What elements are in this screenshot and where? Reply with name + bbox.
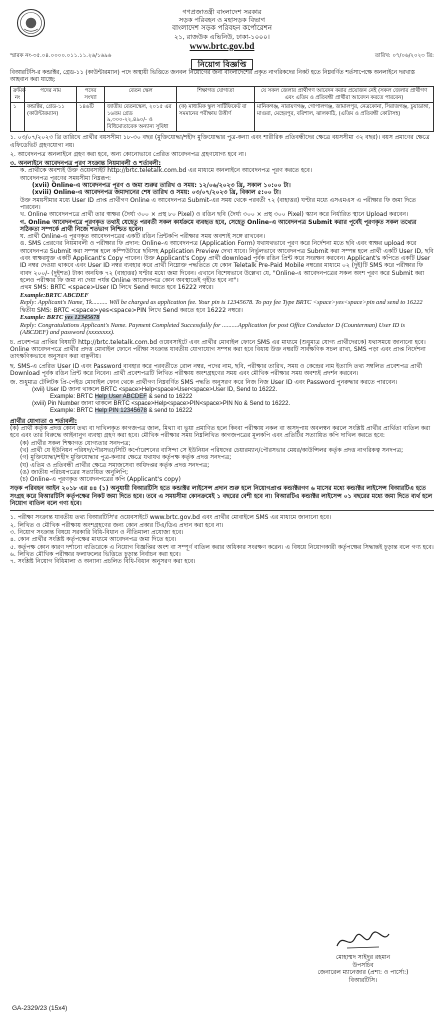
th-education: শিক্ষাগত যোগ্যতা bbox=[177, 87, 255, 103]
intro-text: বিআরটিসি-র কন্ডাক্টর, গ্রেড-১১ (কাউন্টারম্যান) পদে অস্থায়ী ভিত্তিতে জনবল নিয়োগের জন্য বাংলাদেশের প্রকৃত নাগরিকদের নিকট হতে নিম্নবর্ণিত শর্তসাপেক্ষে অনলাইনে দরখাস্ত আহবান করা যাচ্ছে: bbox=[10, 70, 415, 84]
help-pin-example-prefix: Example: BRTC bbox=[50, 408, 95, 415]
signatory-org: বিআরটিসি। bbox=[348, 976, 378, 984]
eligibility-text: (ক) প্রার্থী কর্তৃক প্রদত্ত কোন তথ্য বা দাখিলকৃত কাগজপত্র জাল, মিথ্যা বা ভুয়া প্রমাণিত হলে কিংবা পরীক্ষায় নকল বা অসদুপায় অবলম্বন করলে সংশ্লিষ্ট প্রার্থীর প্রার্থিতা বাতিল করা হবে এবং তার বিরুদ্ধে আইনানুগ ব্যবস্থা গ্রহণ করা হবে। মৌখিক পরীক্ষার সময় নিম্নলিখিত কাগজপত্রের মূলকপি এবং প্রতিটির সত্যায়িত কপি দাখিল করতে হবে: bbox=[10, 425, 431, 440]
timeline-heading: আবেদনপত্র পূরণের সময়সীমা নিম্নরূপ: bbox=[20, 174, 112, 182]
td-scale: জাতীয় বেতনস্কেল, ২০১৫ এর ১৬তম গ্রেড ৯,৩০০-২২,৪৯০/- ও বিধিমোতাবেক অন্যান্য সুবিধা bbox=[105, 103, 177, 132]
help-user-example-highlight: Help User ABCDEF bbox=[94, 393, 147, 400]
td-education: (ক) মাধ্যমিক স্কুল সার্টিফিকেট বা সমমানের পরীক্ষায় উত্তীর্ণ bbox=[177, 103, 255, 132]
table-row bbox=[11, 103, 434, 132]
th-post: পদের নাম bbox=[25, 87, 77, 103]
th-districts: যে সকল জেলার প্রার্থীগণ আবেদন করার প্রয়োজন নেই (সকল জেলার প্রার্থীগণ এবং এতিম ও প্রতিবন্ধী প্রার্থীরা আবেদন করতে পারবেন) bbox=[255, 87, 434, 103]
footnote-7: ৭. সংশ্লিষ্ট নিয়োগ বিধিমালা ও অন্যান্য প্রচলিত বিধি-বিধান অনুসরণ করা হবে। bbox=[10, 558, 196, 566]
website-link[interactable]: www.brtc.gov.bd bbox=[189, 41, 255, 51]
address: ২১, রাজউক এভিনিউ, ঢাকা-১০০০। bbox=[174, 33, 270, 41]
help-user-example-prefix: Example: BRTC bbox=[50, 393, 95, 400]
age-limit-text: ০৩/০৭/২০২৩ খ্রি তারিখে প্রার্থীর বয়সসীমা ১৮-৩০ বছর (মুক্তিযোদ্ধা/শহীদ মুক্তিযোদ্ধার পুত্র-কন্যা এবং শারীরিক প্রতিবন্ধীদের ক্ষেত্রে বয়সসীমা ৩২ বছর)। বয়স প্রমাণের ক্ষেত্রে এফিডেভিট গ্রহণযোগ্য নয়। bbox=[10, 134, 430, 149]
doc-item-3: (গ) মুক্তিযোদ্ধা/শহীদ মুক্তিযোদ্ধার পুত্র-কন্যার ক্ষেত্রে যথাযথ কর্তৃপক্ষ কর্তৃক প্রদত্ত সনদপত্র; bbox=[20, 454, 232, 462]
example-2-prefix: Example: BRTC bbox=[20, 314, 65, 322]
vacancy-table bbox=[10, 86, 434, 132]
online-only-text: আবেদনপত্র অনলাইনে গ্রহণ করা হবে, অন্য কোনোভাবে প্রেরিত আবেদনপত্র গ্রহণযোগ্য হবে না। bbox=[17, 150, 246, 158]
footnote-1: ১. পরীক্ষা সংক্রান্ত যাবতীয় তথ্য বিআরটিসি'র ওয়েবসাইটে www.brtc.gov.bd এবং প্রার্থীর মোবাইলে SMS এর মাধ্যমে জানানো হবে। bbox=[10, 514, 332, 522]
footnote-4: ৪. কোন প্রার্থীর সংশ্লিষ্ট কর্তৃপক্ষের মাধ্যমে আবেদনপত্র জমা দিতে হবে। bbox=[10, 536, 177, 544]
recovery-rule: জ. শুধুমাত্র টেলিটক প্রি-পেইড মোবাইল ফোন থেকে প্রার্থীগণ নিম্নবর্ণিত SMS পদ্ধতি অনুসরণ করে নিজ নিজ User ID এবং Password পুনরুদ্ধার করতে পারবেন। bbox=[10, 379, 398, 387]
signature-block bbox=[298, 930, 428, 984]
doc-item-6: (চ) Online-এ পূরণকৃত আবেদনপত্রের কপি (Applicant's copy) bbox=[20, 476, 181, 484]
upload-rule: খ. Online আবেদনপত্রে প্রার্থী তার স্বাক্ষর (দৈর্ঘ্য ৩০০ × প্রস্থ ৮০ Pixel) ও রঙিন ছবি (দৈর্ঘ্য ৩০০ × প্রস্থ ৩০০ Pixel) স্ক্যান করে নির্ধারিত স্থানে Upload করবেন। bbox=[20, 211, 409, 219]
th-scale: বেতন স্কেল bbox=[105, 87, 177, 103]
website-rule: ক. প্রার্থীকে অবশ্যই উক্ত ওয়েবসাইট http://brtc.teletalk.com.bd এর মাধ্যমে অনলাইনে আবেদনপত্র পূরণ করতে হবে। bbox=[20, 167, 313, 175]
td-count: ১৪৬টি bbox=[77, 103, 105, 132]
section-1: ১. ০৩/০৭/২০২৩ খ্রি তারিখে প্রার্থীর বয়সসীমা ১৮-৩০ বছর (মুক্তিযোদ্ধা/শহীদ মুক্তিযোদ্ধার পুত্র-কন্যা এবং শারীরিক প্রতিবন্ধীদের ক্ষেত্রে বয়সসীমা ৩২ বছর)। বয়স প্রমাণের ক্ষেত্রে এফিডেভিট গ্রহণযোগ্য নয়। bbox=[10, 134, 430, 149]
signatory-name: মোহাম্মদ সাইদুর রহমান bbox=[335, 954, 391, 961]
help-pin-example bbox=[10, 408, 434, 415]
end-date: (xviii) Online-এ আবেদনপত্র জমাদানের শেষ তারিখ ও সময়: ০৩/০৭/২০২৩ খ্রি, বিকাল ৫:০০ টা। bbox=[32, 189, 281, 197]
government-name: গণপ্রজাতন্ত্রী বাংলাদেশ সরকার bbox=[182, 8, 262, 16]
division-name: সড়ক পরিবহন ও মহাসড়ক বিভাগ bbox=[178, 16, 266, 24]
reply-2: Reply: Congratulations Applicant's Name. Payment Completed Successfully for ..........Application for post Office Conductor D (Counterman) User ID is (ABCDEF) and password (xxxxxxxx). bbox=[20, 321, 405, 337]
rules-heading: অনলাইনে আবেদনপত্র পূরণ সংক্রান্ত নিয়মাবলী ও শর্তাবলী: bbox=[18, 160, 161, 168]
footnote-6: ৬. লিখিত মৌখিক পরীক্ষার ফলাফলের ভিত্তিতে চূড়ান্ত নির্বাচন করা হবে। bbox=[10, 550, 181, 558]
government-seal-icon bbox=[16, 8, 46, 38]
license-rule: সড়ক পরিবহন আইন ২০১৮ এর ৪৪ (১) অনুযায়ী বিআরটিসি হতে কন্ডাক্টর লাইসেন্স প্রদান শুরু হলে নিয়োগপ্রাপ্ত কন্ডাক্টরগণ ৬ মাসের মধ্যে কন্ডাক্টর লাইসেন্স বিআরটিএ হতে সংগ্রহ করে বিআরটিসি কর্তৃপক্ষের নিকট জমা দিতে হবে। তবে এ সময়সীমা কোনক্রমেই ১ বছরের বেশী হবে না। বিআরটিএ কন্ডাক্টর লাইসেন্স ০১ বছরের মধ্যে জমা দিতে ব্যর্থ হলে নিয়োগ বাতিল বলে গণ্য হবে। bbox=[10, 485, 433, 508]
eligibility-heading: প্রার্থীর যোগ্যতা ও শর্তাবলী: bbox=[10, 417, 78, 425]
footnote-5: ৫. কর্তৃপক্ষ কোন কারণ দর্শানো ব্যতিরেকে এ নিয়োগ বিজ্ঞপ্তির অংশ বা সম্পূর্ণ বাতিল করার অধিকার সংরক্ষণ করেন। এ বিষয়ে নিয়োগকারী কর্তৃপক্ষের সিদ্ধান্তই চূড়ান্ত বলে গণ্য হবে। bbox=[10, 543, 434, 551]
memo-date: তারিখ: ০৭/০৬/২০২৩ খ্রি: bbox=[374, 53, 434, 59]
reply-1: Reply: Applicant's Name, Tk.......... Will be charged as application fee. Your pin is 12345678. To pay fee Type BRTC <space>yes<space>pin and send to 16222 bbox=[20, 299, 423, 307]
doc-item-1: (ক) প্রার্থীর সকল শিক্ষাগত যোগ্যতার সনদপত্র; bbox=[20, 439, 131, 447]
doc-item-4: (ঘ) এতিম ও প্রতিবন্ধী প্রার্থীর ক্ষেত্রে সমাজসেবা অধিদপ্তর কর্তৃক প্রদত্ত সনদপত্র; bbox=[20, 461, 210, 469]
help-user-example-suffix: & send to 16222 bbox=[146, 393, 193, 400]
doc-item-5: (ঙ) জাতীয় পরিচয়পত্রের সত্যায়িত অনুলিপি; bbox=[20, 468, 129, 476]
example-1: Example:BRTC ABCDEF bbox=[20, 291, 89, 299]
section-2: ২. আবেদনপত্র অনলাইনে গ্রহণ করা হবে, অন্য কোনোভাবে প্রেরিত আবেদনপত্র গ্রহণযোগ্য হবে না। bbox=[10, 150, 246, 158]
letterhead bbox=[10, 8, 434, 52]
verify-rule: গ. Online আবেদনপত্রে পূরণকৃত তথ্যই যেহেতু পরবর্তী সকল কার্যক্রমে ব্যবহৃত হবে, সেহেতু Online-এ আবেদনপত্র Submit করার পূর্বেই পূরণকৃত সকল তথ্যের সঠিকতা সম্পর্কে প্রার্থী নিজে শতভাগ নিশ্চিত হবেন। bbox=[20, 218, 417, 233]
help-pin-example-suffix: & send to 16222 bbox=[146, 408, 193, 415]
th-serial: ক্রমিক নং bbox=[11, 87, 25, 103]
td-post: কন্ডাক্টর, গ্রেড-১১ (কাউন্টারম্যান) bbox=[25, 103, 77, 132]
th-count: পদের সংখ্যা bbox=[77, 87, 105, 103]
divider bbox=[10, 510, 434, 511]
example-2-highlight: yes 12345678 bbox=[64, 314, 100, 322]
admit-card-rule: চ. প্রবেশপত্র প্রাপ্তির বিষয়টি http://brtc.teletalk.com.bd ওয়েবসাইটে এবং প্রার্থীর মোবাইল ফোনে SMS এর মাধ্যমে (শুধুমাত্র যোগ্য প্রার্থীদেরকে) যথাসময়ে জানানো হবে। Online আবেদনপত্রে প্রার্থীর প্রদত্ত মোবাইল ফোনে পরীক্ষা সংক্রান্ত যাবতীয় যোগাযোগ সম্পন্ন করা হবে বিধায় উক্ত নম্বরটি সার্বক্ষণিক সচল রাখা, SMS পড়া এবং প্রাপ্ত নির্দেশনা তাৎক্ষণিকভাবে অনুসরণ করা বাঞ্ছনীয়। bbox=[10, 338, 426, 361]
footnote-2: ২. লিখিত ও মৌখিক পরীক্ষায় অংশগ্রহণের জন্য কোন প্রকার টিএ/ডিএ প্রদান করা হবে না। bbox=[10, 521, 224, 529]
td-serial: ১ bbox=[11, 103, 25, 132]
start-date: (xvii) Online-এ আবেদনপত্র পূরণ ও জমা শুরুর তারিখ ও সময়: ১২/০৬/২০২৩ খ্রি, সকাল ১০:০০ টা। bbox=[32, 182, 291, 190]
first-sms: প্রথম SMS: BRTC <space>User ID লিখে Send করতে হবে 16222 নম্বরে। bbox=[20, 284, 214, 292]
page-title-text: নিয়োগ বিজ্ঞপ্তি bbox=[191, 59, 254, 70]
print-rule: ঘ. প্রার্থী Online-এ পূরণকৃত আবেদনপত্রের একটি রঙিন প্রিন্টকপি পরীক্ষার সময় অবশ্যই সঙ্গে রাখবেন। bbox=[20, 233, 266, 241]
help-pin-line: (xviii) Pin Number জানা থাকলে BRTC <space>Help<space>PIN<space>PIN No & Send to 16222. bbox=[32, 401, 291, 408]
help-user-line: (xvii) User ID জানা থাকলে BRTC <space>Help<space>User<space>User ID, Send to 16222. bbox=[32, 386, 278, 393]
footer-code: GA-2329/23 (15x4) bbox=[12, 1004, 68, 1012]
example-2 bbox=[10, 314, 434, 322]
td-districts: মানিকগঞ্জ, নারায়ণগঞ্জ, গোপালগঞ্জ, জামালপুর, নেত্রকোনা, সিরাজগঞ্জ, চুয়াডাঙ্গা, মাগুরা, মেহেরপুর, বরিশাল, ঝালকাঠি, (এতিম ও প্রতিবন্ধী কোটাসহ) bbox=[255, 103, 434, 132]
signatory-title: উপসচিব bbox=[352, 961, 374, 969]
signature-icon bbox=[333, 930, 393, 952]
help-user-example bbox=[10, 394, 434, 401]
section-3-title: ৩. অনলাইনে আবেদনপত্র পূরণ সংক্রান্ত নিয়মাবলী ও শর্তাবলী: bbox=[10, 160, 161, 168]
fee-window: উক্ত সময়সীমার মধ্যে User ID প্রাপ্ত প্রার্থীগণ Online এ আবেদনপত্র Submit-এর সময় থেকে পরবর্তী ৭২ (বাহাত্তর) ঘণ্টার মধ্যে এসএমএস এ পরীক্ষার ফি জমা দিতে পারবেন। bbox=[20, 196, 417, 211]
sms-rules: ঙ. SMS প্রেরণের নিয়মাবলী ও পরীক্ষার ফি প্রদান: Online-এ আবেদনপত্র (Application Form) যথাযথভাবে পূরণ করে নির্দেশনা মতে ছবি এবং স্বাক্ষর upload করে আবেদনপত্র Submit করা সম্পন্ন হলে কম্পিউটারে ছবিসহ Application Preview দেখা যাবে। নির্ভুলভাবে আবেদনপত্র Submit করা সম্পন্ন হলে প্রার্থী একটি User ID, ছবি এবং স্বাক্ষরযুক্ত একটি Applicant's Copy পাবেন। উক্ত Applicant's Copy প্রার্থী download পূর্বক রঙিন প্রিন্ট করে সংরক্ষণ করবেন। Applicant's কপিতে একটি User ID নম্বর দেওয়া থাকবে এবং User ID নম্বর ব্যবহার করে প্রার্থী নিম্নোক্ত পদ্ধতিতে যে কোন Teletalk Pre-Paid Mobile নম্বরের মাধ্যমে ০২ (দুই)টি SMS করে পরীক্ষার ফি বাবদ ২০০/- (দুইশত) টাকা অনধিক ৭২ (বাহাত্তর) ঘণ্টার মধ্যে জমা দিবেন। এখানে বিশেষভাবে উল্লেখ্য যে, "Online-এ আবেদনপত্রের সকল অংশ পূরণ করে Submit করা হলেও পরীক্ষার ফি জমা না দেয়া পর্যন্ত Online আবেদনপত্র কোন অবস্থাতেই গৃহীত হবে না"। bbox=[20, 240, 434, 284]
help-pin-example-highlight: Help PIN 12345678 bbox=[94, 408, 147, 415]
table-header-row bbox=[11, 87, 434, 103]
signatory-dept: জেনারেল ম্যানেজার (প্রশা: ও পার্সো:) bbox=[317, 969, 409, 976]
download-rule: ছ. SMS-এ প্রেরিত User ID এবং Password ব্যবহার করে পরবর্তীতে রোল নম্বর, পদের নাম, ছবি, পরীক্ষার তারিখ, সময় ও কেন্দ্রের নাম ইত্যাদি তথ্য সম্বলিত প্রবেশপত্র প্রার্থী Download পূর্বক রঙিন প্রিন্ট করে নিবেন। প্রার্থী প্রবেশপত্রটি লিখিত পরীক্ষায় অংশগ্রহণের সময় এবং মৌখিক পরীক্ষার সময় অবশ্যই প্রদর্শন করবেন। bbox=[10, 362, 423, 377]
corporation-name: বাংলাদেশ সড়ক পরিবহন কর্পোরেশন bbox=[172, 24, 272, 32]
page-title bbox=[10, 61, 434, 68]
doc-item-2: (খ) প্রার্থী যে ইউনিয়ন পরিষদ/পৌরসভা/সিটি কর্পোরেশনের বাসিন্দা সে ইউনিয়ন পরিষদের চেয়ারম্যান/পৌরসভার মেয়র/কাউন্সিলর কর্তৃক প্রদত্ত নাগরিকত্ব সনদপত্র; bbox=[20, 446, 404, 454]
second-sms: দ্বিতীয় SMS: BRTC <space>yes<space>PIN লিখে Send করতে হবে 16222 নম্বরে। bbox=[20, 306, 243, 314]
memo-number: স্মারক নং-৩৫.০৪.০০০০.০১১.১১.২৬/১৬৯৬ bbox=[10, 53, 112, 59]
footnote-3: ৩. নিয়োগ সংক্রান্ত বিষয়ে সরকারি বিধি-বিধান ও নীতিমালা প্রযোজ্য হবে। bbox=[10, 528, 184, 536]
